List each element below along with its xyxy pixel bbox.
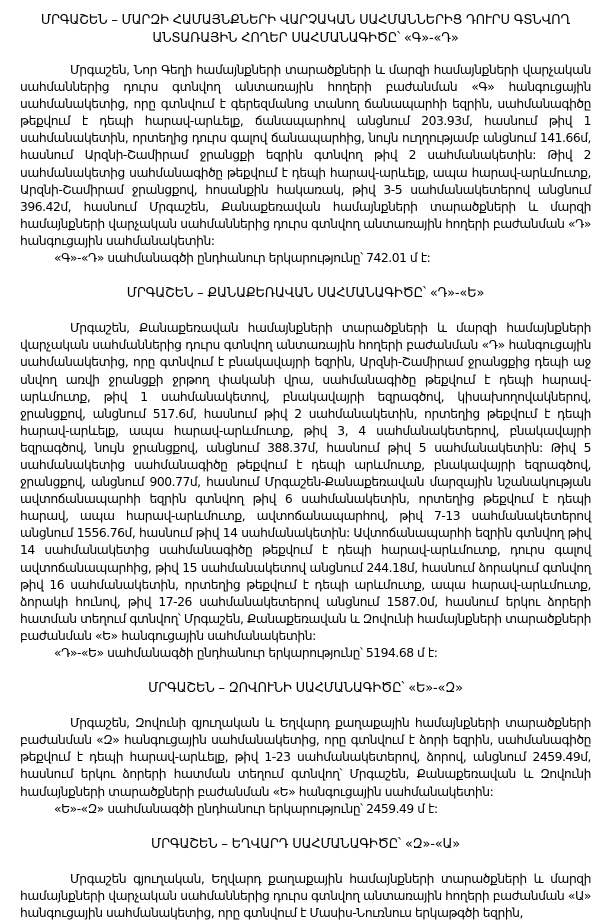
section-summary: «Դ»-«Ե» սահմանագծի ընդհանուր երկարությունը՝ 5194.68 մ է: (54, 646, 438, 660)
document-title: ՄՐԳԱՇԵՆ – ՄԱՐԶԻ ՀԱՄԱՅՆՔՆԵՐԻ ՎԱՐՉԱԿԱՆ ՍԱՀՄԱՆՆԵՐԻՑ ԴՈՒՐՍ ԳՏՆՎՈՂ ԱՆՏԱՌԱՅԻՆ ՀՈՂԵՐ ՍԱՀՄԱՆԱԳԻԾԸ՝ «Գ»-«Դ» (40, 13, 571, 46)
section-summary: «Գ»-«Դ» սահմանագծի ընդհանուր երկարությունը՝ 742.01 մ է: (54, 251, 431, 266)
section-heading: ՄՐԳԱՇԵՆ – ՔԱՆԱՔԵՌԱՎԱՆ ՍԱՀՄԱՆԱԳԻԾԸ՝ «Դ»-«Ե» (126, 286, 485, 302)
section-paragraph: Մրգաշեն, Նոր Գեղի համայնքների տարածքների և մարզի համայնքների վարչական սահմաններից դուրս գտնվող անտառային հողերի բաժանման «Գ» հանգուցային սահմանակետից, որը գտնվում է գերեզմանոց տանող ճանապարհի եզրին, սահմանագիծը թեքվում է դեպի հարավ-արևելք, ճանապարհով անցնում 203.93մ, հասնում թիվ 1 սահմանակետին, որտեղից դուրս գալով ճանապարհից, նույն ուղղությամբ անցնում 141.66մ, հասնում Արզնի-Շամիրամ ջրանցքի եզրին գտնվող թիվ 2 սահմանակետին: Թիվ 2 սահմանակետից սահմանագիծը թեքվում է դեպի հարավ-արևելք, ապա հարավ-արևմուտք, Արզնի-Շամիրամ ջրանցքով, հոսանքին հակառակ, թիվ 3-5 սահմանակետերով անցնում 396.42մ, հասնում Մրգաշեն, Քանաքեռավան համայնքների տարածքների և մարզի համայնքների վարչական սահմաններից դուրս գտնվող անտառային հողերի բաժանման «Դ» հանգուցային սահմանակետին: (20, 63, 591, 248)
section-paragraph: Մրգաշեն, Քանաքեռավան համայնքների տարածքների և մարզի համայնքների վարչական սահմաններից դուրս գտնվող անտառային հողերի բաժանման «Դ» հանգուցային սահմանակետից, որը գտնվում է բնակավայրի եզրին, Արզնի-Շամիրամ ջրանցքից դեպի աջ սնվող առվի ջրանցքի ջրթող փականի վրա, սահմանագիծը թեքվում է դեպի հարավ-արևմուտք, թիվ 1 սահմանակետով, բնակավայրի եզրագծով, կիսախողովակներով, ջրանցքով, անցնում 517.6մ, հասնում թիվ 2 սահմանակետին, որտեղից թեքվում է դեպի հարավ-արևելք, ապա հարավ-արևմուտք, թիվ 3, 4 սահմանակետերով, բնակավայրի եզրագծով, նույն ջրանցքով, անցնում 388.37մ, հասնում թիվ 5 սահմանակետին: Թիվ 5 սահմանակետից սահմանագիծը թեքվում է դեպի արևմուտք, բնակավայրի եզրագծով, ջրանցքով, անցնում 900.77մ, հասնում Մրգաշեն-Քանաքեռավան մարզային նշանակության ավտոճանապարհի եզրին գտնվող թիվ 6 սահմանակետին, որտեղից թեքվում է դեպի հարավ, ապա հարավ-արևմուտք, ավտոճանապարհով, թիվ 7-13 սահմանակետերով անցնում 1556.76մ, հասնում թիվ 14 սահմանակետին: Ավտոճանապարհի եզրին գտնվող թիվ 14 սահմանակետից սահմանագիծը թեքվում է դեպի հարավ-արևմուտք, դուրս գալով ավտոճանապարհից, թիվ 15 սահմանակետով անցնում 244.18մ, հասնում ձորակում գտնվող թիվ 16 սահմանակետին, որտեղից թեքվում է դեպի արևմուտք, ապա հարավ-արևմուտք, ձորակի հունով, թիվ 17-26 սահմանակետերով անցնում 1587.0մ, հասնում երկու ձորերի հատման տեղում գտնվող՝ Մրգաշեն, Քանաքեռավան և Զովունի համայնքների տարածքների բաժանման «Ե» հանգուցային սահմանակետին: (20, 321, 591, 643)
section-heading: ՄՐԳԱՇԵՆ – ԵՂՎԱՐԴ ՍԱՀՄԱՆԱԳԻԾԸ՝ «Զ»-«Ա» (151, 836, 460, 852)
section-paragraph: Մրգաշեն, Զովունի գյուղական և Եղվարդ քաղաքային համայնքների տարածքների բաժանման «Զ» հանգուցային սահմանակետից, որը գտնվում է ձորի եզրին, սահմանագիծը թեքվում է դեպի հարավ-արևելք, թիվ 1-23 սահմանակետերով, ձորով, անցնում 2459.49մ, հասնում երկու ձորերի հատման տեղում գտնվող՝ Մրգաշեն, Քանաքեռավան և Զովունի համայնքների տարածքների բաժանման «Ե» հանգուցային սահմանակետին: (20, 716, 591, 799)
section-summary: «Ե»-«Զ» սահմանագծի ընդհանուր երկարությունը՝ 2459.49 մ է: (54, 801, 438, 816)
section-heading: ՄՐԳԱՇԵՆ – ԶՈՎՈՒՆԻ ՍԱՀՄԱՆԱԳԻԾԸ՝ «Ե»-«Զ» (148, 681, 463, 697)
section-paragraph: Մրգաշեն գյուղական, Եղվարդ քաղաքային համայնքների տարածքների և մարզի համայնքների վարչական սահմաններից դուրս գտնվող անտառային հողերի բաժանման «Ա» հանգուցային սահմանակետից, որը գտնվում է Մասիս-Նուռնուս երկաթգծի եզրին, (20, 871, 591, 921)
